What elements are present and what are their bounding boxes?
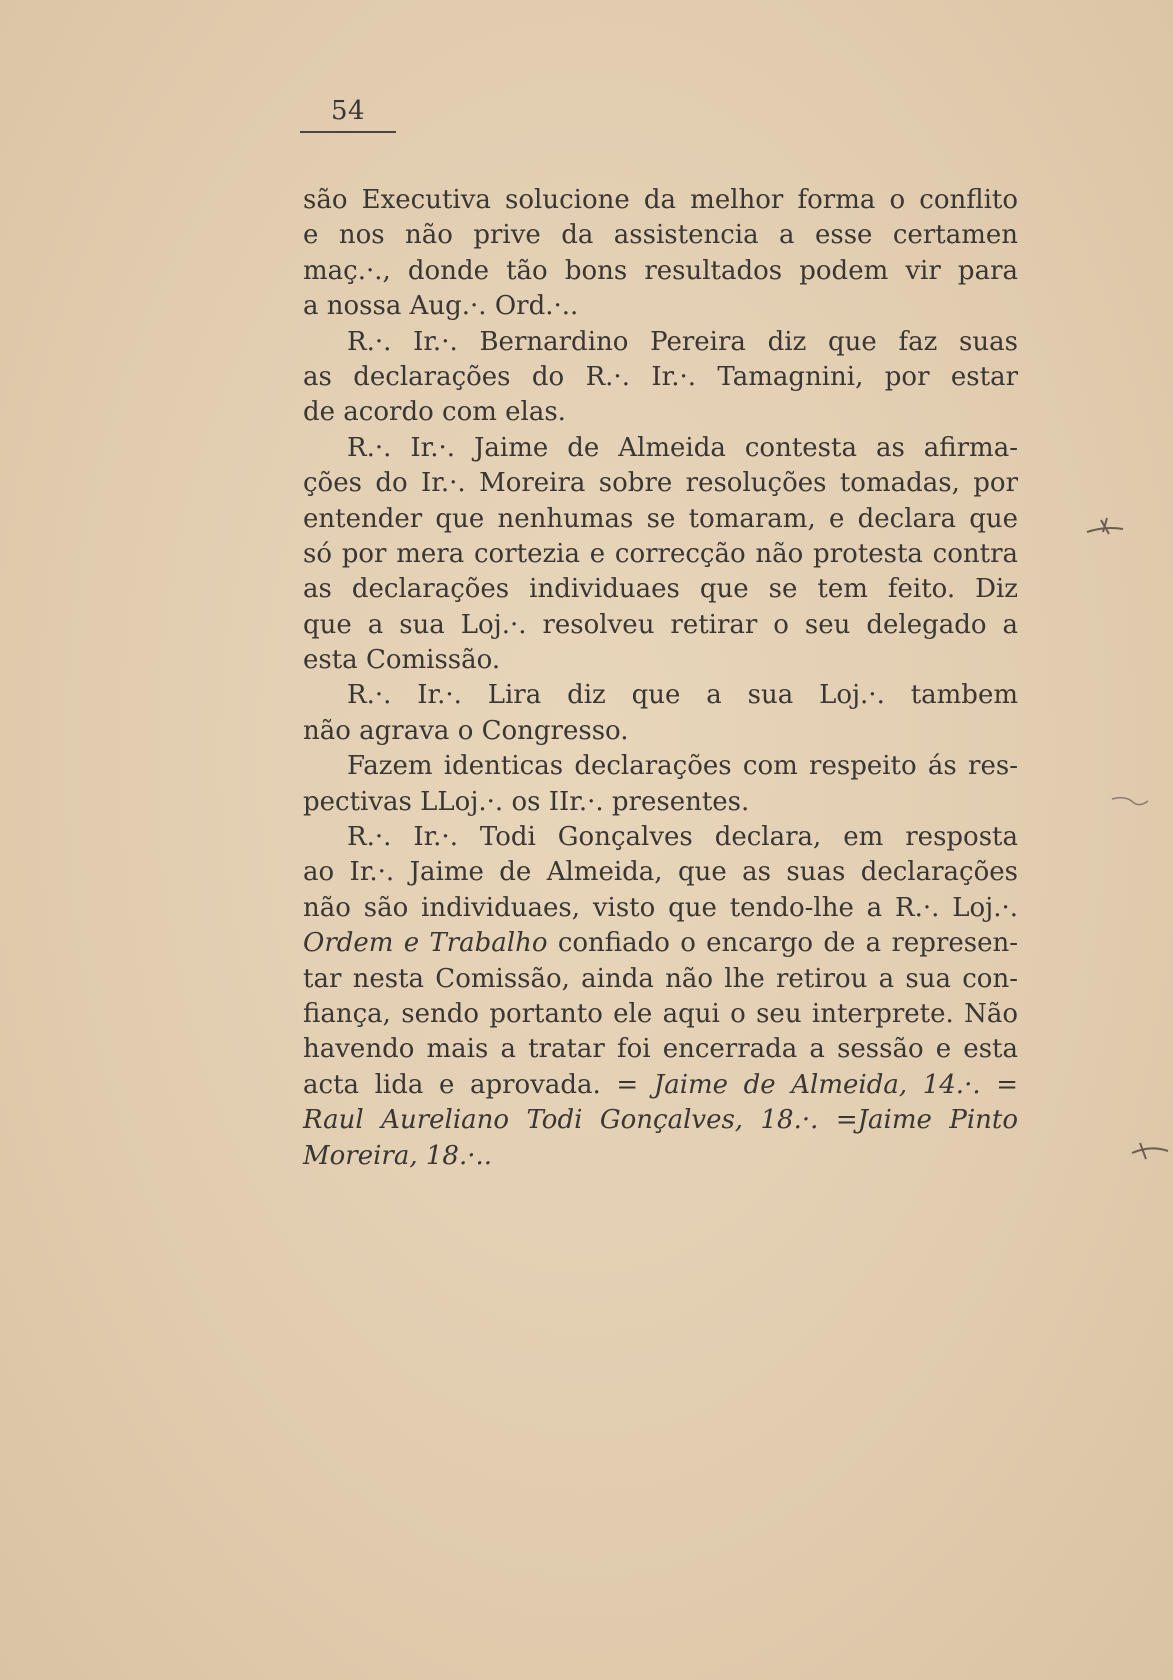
text-segment: = xyxy=(818,1105,858,1136)
text-line xyxy=(303,997,1018,1032)
text-line xyxy=(303,325,1018,360)
text-line xyxy=(303,891,1018,926)
text-line xyxy=(303,820,1018,855)
text-segment: são Executiva solucione da melhor forma o conflito xyxy=(303,185,1018,215)
italic-text-segment: Jaime de Almeida, 14.·. xyxy=(653,1069,981,1100)
text-line xyxy=(303,395,1018,430)
text-segment: não agrava o Congresso. xyxy=(303,715,629,746)
text-segment: as declarações do R.·. Ir.·. Tamagnini, por estar xyxy=(303,361,1018,392)
page-number: 54 xyxy=(330,96,366,126)
italic-text-segment: Moreira, 18.·.. xyxy=(303,1140,493,1171)
text-line xyxy=(303,749,1018,784)
text-segment: pectivas LLoj.·. os IIr.·. presentes. xyxy=(303,786,750,817)
text-segment: as declarações individuaes que se tem feito. Diz xyxy=(303,574,1018,605)
text-segment: ções do Ir.·. Moreira sobre resoluções tomadas, por xyxy=(303,468,1018,499)
text-line xyxy=(303,1103,1018,1138)
text-segment: tar nesta Comissão, ainda não lhe retirou a sua con- xyxy=(303,963,1018,994)
text-line xyxy=(303,855,1018,890)
text-line xyxy=(303,466,1018,501)
text-line xyxy=(303,785,1018,820)
text-line xyxy=(303,537,1018,572)
text-segment: R.·. Ir.·. Todi Gonçalves declara, em resposta xyxy=(347,822,1018,853)
text-line xyxy=(303,714,1018,749)
text-segment: R.·. Ir.·. Jaime de Almeida contesta as afirma- xyxy=(347,432,1018,463)
text-line xyxy=(303,183,1018,218)
text-segment: = xyxy=(980,1069,1018,1100)
text-segment: a nossa Aug.·. Ord.·.. xyxy=(303,291,579,322)
text-segment: maç.·., donde tão bons resultados podem vir para xyxy=(303,255,1018,286)
margin-stamp-icon xyxy=(1130,1135,1170,1165)
text-segment: e nos não prive da assistencia a esse certamen xyxy=(303,220,1018,251)
text-line xyxy=(303,1068,1018,1103)
text-segment: entender que nenhumas se tomaram, e declara que xyxy=(303,503,1018,534)
text-segment: Fazem identicas declarações com respeito ás res- xyxy=(347,751,1018,782)
text-segment: esta Comissão. xyxy=(303,645,501,676)
text-line xyxy=(303,1032,1018,1067)
text-line xyxy=(303,608,1018,643)
text-segment: fiança, sendo portanto ele aqui o seu interprete. Não xyxy=(303,998,1018,1029)
text-line xyxy=(303,431,1018,466)
italic-text-segment: Ordem e Trabalho xyxy=(303,928,548,959)
italic-text-segment: Raul Aureliano Todi Gonçalves, 18.·. xyxy=(303,1105,819,1136)
italic-text-segment: Jaime Pinto xyxy=(857,1105,1018,1136)
text-segment: ao Ir.·. Jaime de Almeida, que as suas declarações xyxy=(303,857,1018,888)
margin-stamp-icon xyxy=(1110,785,1150,815)
text-segment: que a sua Loj.·. resolveu retirar o seu delegado a xyxy=(303,609,1018,640)
text-line xyxy=(303,678,1018,713)
text-segment: confiado o encargo de a represen- xyxy=(547,928,1018,959)
text-line xyxy=(303,1139,1018,1174)
text-segment: não são individuaes, visto que tendo-lhe a R.·. Loj.·. xyxy=(303,892,1018,923)
text-line xyxy=(303,502,1018,537)
text-line xyxy=(303,962,1018,997)
body-text xyxy=(303,183,1018,1174)
text-line xyxy=(303,643,1018,678)
margin-stamp-icon xyxy=(1085,512,1125,542)
text-line xyxy=(303,926,1018,961)
text-segment: R.·. Ir.·. Lira diz que a sua Loj.·. tambem xyxy=(347,680,1018,711)
text-line xyxy=(303,218,1018,253)
text-segment: de acordo com elas. xyxy=(303,397,566,428)
text-line xyxy=(303,254,1018,289)
text-segment: R.·. Ir.·. Bernardino Pereira diz que faz suas xyxy=(347,326,1018,357)
text-segment: havendo mais a tratar foi encerrada a sessão e esta xyxy=(303,1034,1018,1065)
text-segment: acta lida e aprovada. = xyxy=(303,1069,654,1100)
text-line xyxy=(303,360,1018,395)
page-number-rule xyxy=(300,131,396,133)
text-segment: só por mera cortezia e correcção não protesta contra xyxy=(303,538,1018,569)
text-line xyxy=(303,289,1018,324)
text-line xyxy=(303,572,1018,607)
